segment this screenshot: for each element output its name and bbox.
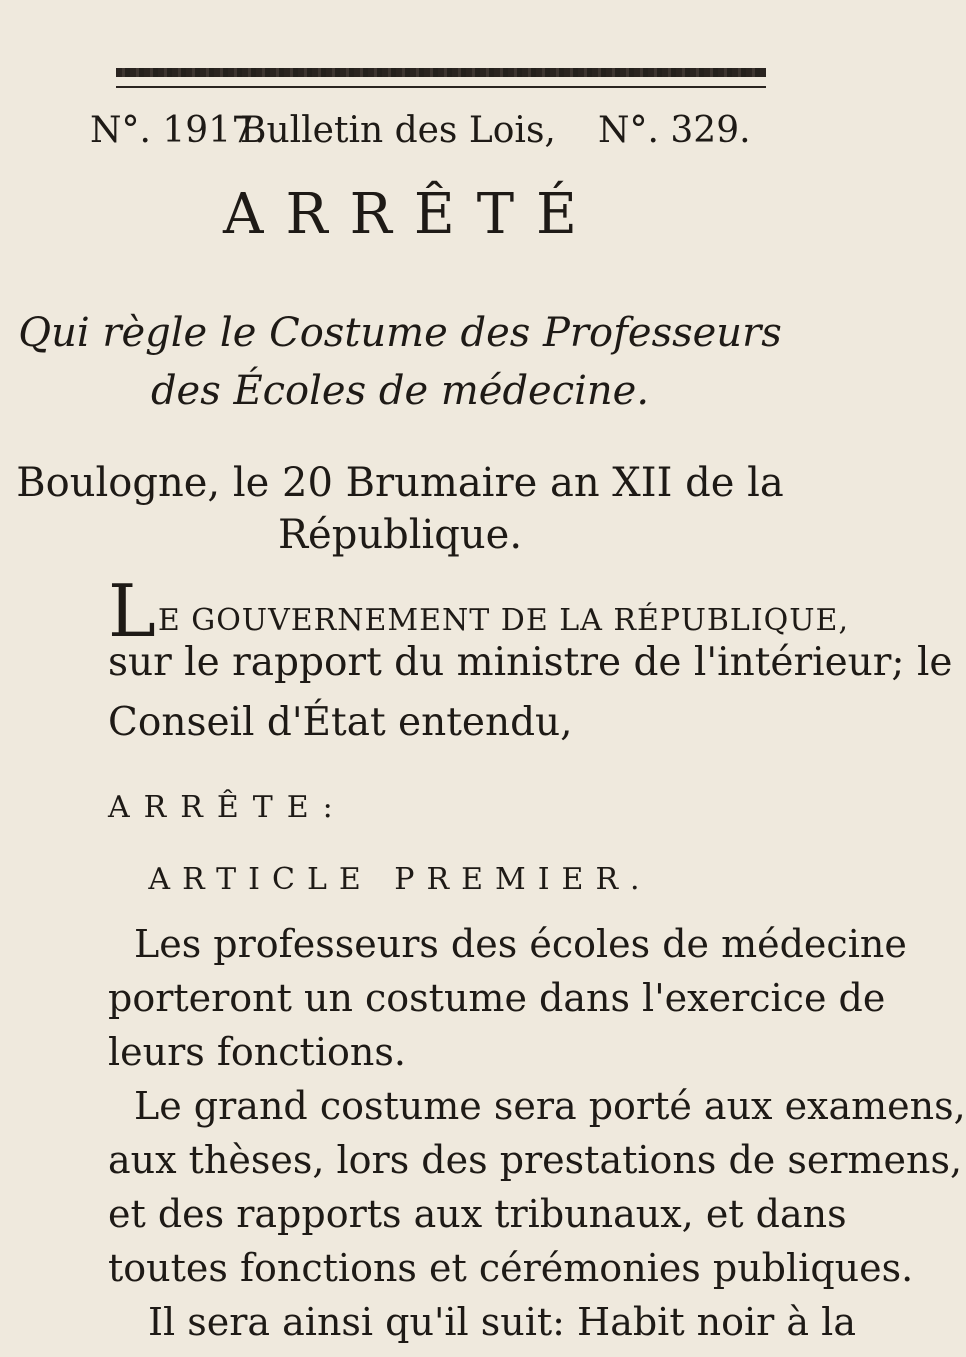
header-thin-rule xyxy=(116,86,766,88)
preamble-line-1 xyxy=(108,569,849,653)
subtitle-line-2: des Écoles de médecine. xyxy=(150,368,650,414)
article-text-line: Les professeurs des écoles de médecine xyxy=(134,922,907,966)
article-heading: ARTICLE PREMIER. xyxy=(148,862,652,897)
article-text-line: et des rapports aux tribunaux, et dans xyxy=(108,1192,847,1236)
article-text-line: aux thèses, lors des prestations de sermens, xyxy=(108,1138,963,1182)
article-text-line: Il sera ainsi qu'il suit: Habit noir à la xyxy=(148,1300,856,1344)
preamble-government: E GOUVERNEMENT DE LA RÉPUBLIQUE, xyxy=(157,603,849,638)
preamble-line-2: sur le rapport du ministre de l'intérieur; le xyxy=(108,640,953,685)
article-text-line: porteront un costume dans l'exercice de xyxy=(108,976,886,1020)
place-date-line-2: République. xyxy=(277,512,523,558)
header-bulletin-number: N°. 329. xyxy=(598,110,751,151)
running-header xyxy=(90,110,780,160)
subtitle-line-1: Qui règle le Costume des Professeurs xyxy=(18,310,782,356)
preamble-line-3: Conseil d'État entendu, xyxy=(108,700,573,745)
header-ornament-rule xyxy=(116,68,766,77)
place-date-line-1: Boulogne, le 20 Brumaire an XII de la xyxy=(16,460,784,506)
article-text-line: leurs fonctions. xyxy=(108,1030,406,1074)
article-text-line: toutes fonctions et cérémonies publiques. xyxy=(108,1246,914,1290)
header-bulletin: Bulletin des Lois, xyxy=(240,110,556,151)
document-title: ARRÊTÉ xyxy=(223,182,599,247)
drop-cap: L xyxy=(108,569,156,653)
header-number: N°. 1917. xyxy=(90,110,266,151)
arrete-label: ARRÊTE: xyxy=(108,790,347,825)
article-text-line: Le grand costume sera porté aux examens, xyxy=(134,1084,966,1128)
